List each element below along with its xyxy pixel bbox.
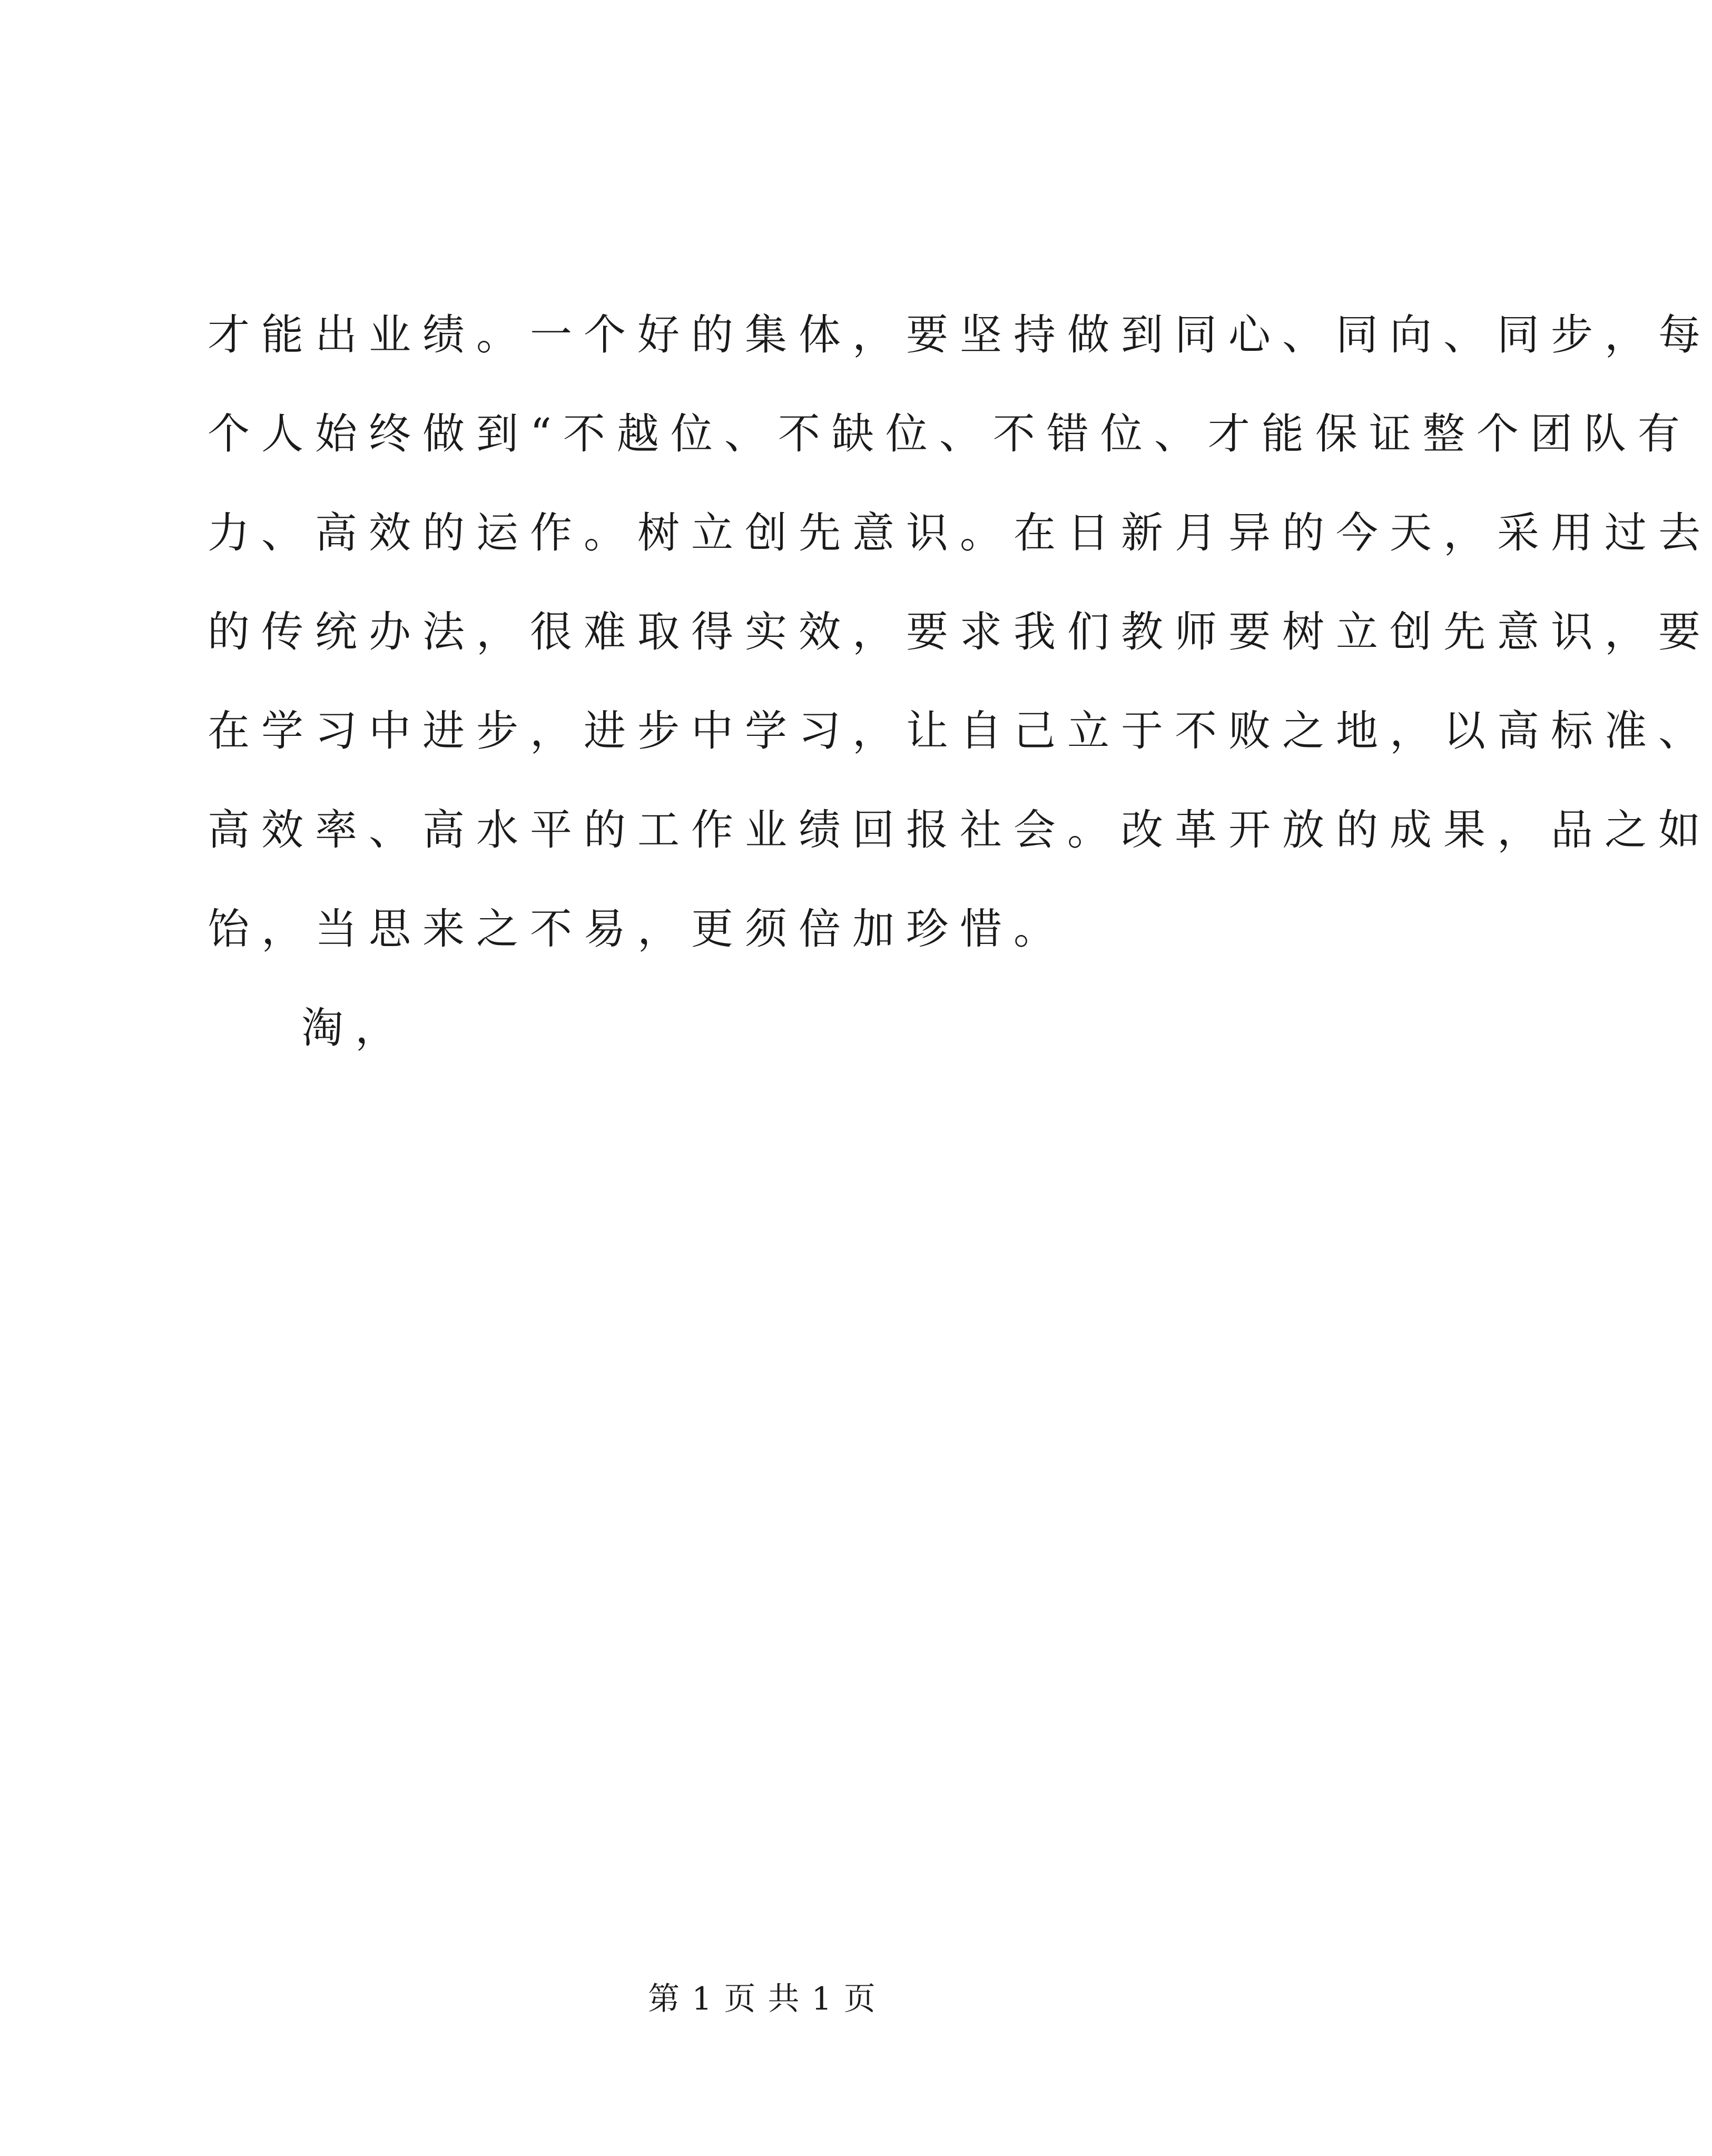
text-line: 力、高效的运作。树立创先意识。在日新月异的今天，采用过去 xyxy=(208,508,1712,557)
closing-line: 淘， xyxy=(301,1003,409,1052)
text-line: 饴，当思来之不易，更须倍加珍惜。 xyxy=(208,904,1067,953)
text-line: 在学习中进步，进步中学习，让自己立于不败之地，以高标准、 xyxy=(208,706,1712,755)
text-line: 高效率、高水平的工作业绩回报社会。改革开放的成果，品之如 xyxy=(208,805,1712,854)
body-text xyxy=(208,286,1712,1078)
text-line: 才能出业绩。一个好的集体，要坚持做到同心、同向、同步，每 xyxy=(208,310,1712,359)
text-line: 的传统办法，很难取得实效，要求我们教师要树立创先意识，要 xyxy=(208,607,1712,656)
text-line: 个人始终做到“不越位、不缺位、不错位、才能保证整个团队有 xyxy=(208,409,1691,458)
page-footer: 第 1 页 共 1 页 xyxy=(648,1981,877,2017)
